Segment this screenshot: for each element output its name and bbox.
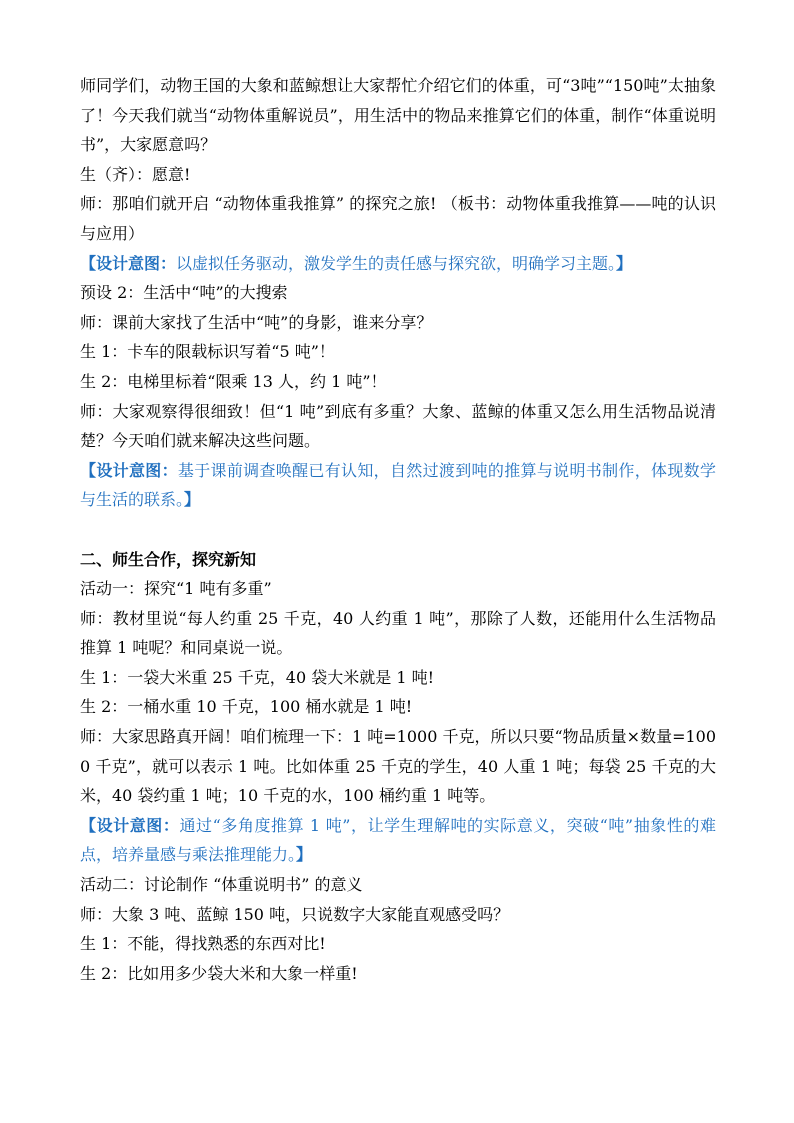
design-intent-close: 】: [184, 490, 201, 510]
section-heading: 二、师生合作，探究新知: [80, 549, 257, 569]
students-reply: 生（齐）：愿意!: [80, 164, 191, 184]
teacher-organize: 师：大家思路真开阔！咱们梳理一下：1 吨=1000 千克，所以只要“物品质量×数量=1000 千克”，就可以表示 1 吨。比如体重 25 千克的学生，40 人重 1 吨；每袋 25 千克的大米，40 袋约重 1 吨；10 千克的水，100 桶约重 1 吨等。: [80, 727, 717, 806]
student-2-rice-compare: 生 2：比如用多少袋大米和大象一样重!: [80, 963, 358, 983]
activity-1-title: 活动一：探究“1 吨有多重”: [80, 579, 272, 599]
design-intent-close: 】: [616, 253, 633, 273]
teacher-start-paragraph: 师：那咱们就开启 “动物体重我推算” 的探究之旅! （板书：动物体重我推算——吨的认识与应用）: [80, 194, 716, 243]
teacher-summary: 师：大家观察得很细致！但“1 吨”到底有多重？大象、蓝鲸的体重又怎么用生活物品说清楚？今天咱们就来解决这些问题。: [80, 401, 716, 451]
design-intent-label: 【设计意图：: [80, 815, 180, 835]
activity-2-title: 活动二：讨论制作 “体重说明书” 的意义: [80, 875, 363, 895]
design-intent-label: 【设计意图：: [80, 460, 178, 480]
design-intent-text: 基于课前调查唤醒已有认知，自然过渡到吨的推算与说明书制作，体现数学与生活的联系。: [80, 460, 716, 510]
student-1-answer: 生 1：卡车的限载标识写着“5 吨”！: [80, 342, 335, 362]
design-intent-2: [80, 456, 716, 515]
design-intent-text: 通过“多角度推算 1 吨”，让学生理解吨的实际意义，突破“吨”抽象性的难点，培养量感与乘法推理能力。: [80, 815, 716, 865]
student-1-compare: 生 1：不能，得找熟悉的东西对比!: [80, 934, 326, 954]
teacher-intro-paragraph: 师同学们，动物王国的大象和蓝鲸想让大家帮忙介绍它们的体重，可“3吨”“150吨”太抽象了！今天我们就当“动物体重解说员”，用生活中的物品来推算它们的体重，制作“体重说明书”，大家愿意吗？: [80, 76, 716, 155]
teacher-textbook-question: 师：教材里说“每人约重 25 千克，40 人约重 1 吨”，那除了人数，还能用什么生活物品推算 1 吨呢？和同桌说一说。: [80, 608, 716, 658]
teacher-question: 师：课前大家找了生活中“吨”的身影，谁来分享？: [80, 312, 433, 332]
teacher-number-question: 师：大象 3 吨、蓝鲸 150 吨，只说数字大家能直观感受吗？: [80, 904, 510, 924]
design-intent-close: 】: [296, 845, 313, 865]
paragraph-gap: [80, 515, 716, 545]
design-intent-3: [80, 811, 716, 870]
design-intent-label: 【设计意图：: [80, 253, 177, 273]
student-2-answer: 生 2：电梯里标着“限乘 13 人，约 1 吨”！: [80, 371, 387, 391]
student-1-rice-answer: 生 1：一袋大米重 25 千克，40 袋大米就是 1 吨!: [80, 667, 435, 687]
preset-2-title: 预设 2：生活中“吨”的大搜索: [80, 283, 288, 303]
student-2-water-answer: 生 2：一桶水重 10 千克，100 桶水就是 1 吨!: [80, 697, 413, 717]
design-intent-text: 以虚拟任务驱动，激发学生的责任感与探究欲，明确学习主题。: [176, 253, 617, 273]
document-page: [80, 71, 716, 988]
design-intent-1: [80, 249, 716, 279]
